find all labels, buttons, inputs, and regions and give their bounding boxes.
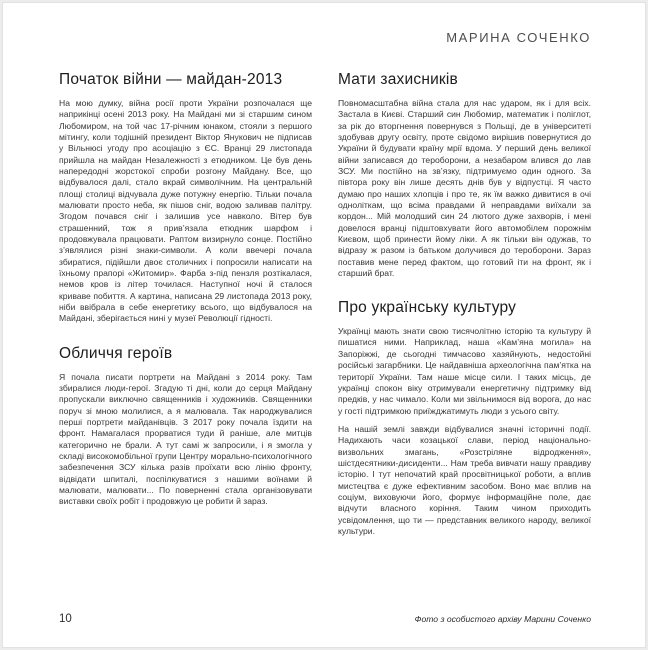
article-columns <box>59 71 591 603</box>
page-header <box>59 29 591 47</box>
section-war-beginning <box>59 71 312 325</box>
left-column <box>59 71 312 603</box>
section-ukrainian-culture <box>338 299 591 537</box>
section-paragraph: Повномасштабна війна стала для нас ударом, як і для всіх. Застала в Києві. Старший син Любомир, математик і поліглот, за рік до вторгнення повернувся з Польщі, де в університеті здобував другу освіту, проте свідомо вирішив повернутися до України й будувати країну мрії вдома. У перший день великої війни записався до тероборони, а незабаром влився до лав ЗСУ. Ми постійно на зв’язку, підтримуємо один одного. За півтора року він лише десять днів був у відпустці. Я часто думаю про наших хлопців і про те, як їм важко дивитися в очі одноліткам, що всіма правдами й неправдами виїхали за кордон... Мій молодший син 24 лютого дуже захворів, і мені довелося вранці підштовхувати його автомобілем порожнім Києвом, щоб принести йому ліки. А як тільки він одужав, то відразу ж разом із батьком долучився до тероборони. Зараз поставив мене перед фактом, що готовий іти на фронт, як і старший брат. <box>338 97 591 278</box>
section-paragraph: Я почала писати портрети на Майдані з 2014 року. Там збиралися люди-герої. Згадую ті дні, коли до серця Майдану пропускали виключно священників і художників. Священники поруч зі мною молилися, а я малювала. Так народжувалися перші портрети майданівців. З 2017 року почала їздити на фронт. Намагалася прорватися туди й раніше, але митців категорично не брали. А тут самі ж запросили, і я змогла у складі високомобільної групи Центру морально-психологічного забезпечення ЗСУ кілька разів проїхати всю лінію фронту, відвідати шпиталі, поспілкуватися з нашими воїнами й малювати, малювати... По поверненні стала організовувати виставки своїх робіт і продовжую це робити й зараз. <box>59 371 312 507</box>
section-paragraph: На мою думку, війна росії проти України розпочалася ще наприкінці осені 2013 року. На Майдані ми зі старшим сином Любомиром, на той час 17-річним юнаком, стояли з першого мітингу, коли тодішній президент Віктор Янукович не підписав у Вільнюсі угоду про асоціацію з ЄС. Вранці 29 листопада прийшла на майдан Незалежності з етюдником. Це був день напередодні жорстокої спроби розгону Майдану. Все, що відбувалося далі, стало вкрай символічним. На центральній площі столиці відчувала дуже потужну енергію. Тільки почала малювати просто неба, як пішов сніг, водою заливав палітру. Згодом почався сніг і залишив усе навколо. Вітер був страшенний, тож я прив’язала етюдник шарфом і продовжувала працювати. Раптом визирнуло сонце. Постійно з’являлися різні знаки-символи. А коли ввечері почала збиратися, підійшли двоє столичних і попросили написати на їхньому прапорі «Житомир». Фарба з-під пензля розтікалася, немов кров із літер точилася. Наступної ночі й сталося криваве побиття. А картина, написана 29 листопада 2013 року, ніби ввібрала в себе енергетику всього, що відбувалося на Майдані, зберігається нині у музеї Революції гідності. <box>59 97 312 324</box>
section-heroes-faces <box>59 345 312 508</box>
section-title: Про українську культуру <box>338 299 517 317</box>
author-name: МАРИНА СОЧЕНКО <box>446 30 591 45</box>
section-paragraph: Українці мають знати свою тисячолітню історію та культуру й пишатися ними. Наприклад, наша «Кам’яна могила» на Запоріжжі, де сьогодні тимчасово хазяйнують, недостойні російські загарбники. Це найдавніша археологічна пам’ятка на території України. Там наше місце сили. І таких місць, де українці спокон віку отримували енергетичну підтримку від предків, у нас чимало. Коли ми звільнимося від ворога, до нас у гості підтримкою приїжджатимуть люди з усього світу. <box>338 326 591 416</box>
section-title: Обличчя героїв <box>59 344 173 362</box>
section-paragraph: На нашій землі завжди відбувалися значні історичні події. Надихають часи козацької слави, період національно-визвольних змагань, «Розстріляне відродження», шістдесятники-дисиденти... Нам треба вивчати нашу правдиву історію. І тут непочатий край просвітницької роботи, а вплив мистецтва є дуже ефективним засобом. Воно має вплив на соціум, виховуючи його, формує інформаційне поле, дає відчути власного коріння. Таким чином приходить усвідомлення, що ти — представник великого народу, великої культури. <box>338 423 591 536</box>
magazine-page <box>2 2 646 648</box>
page-number: 10 <box>59 613 72 625</box>
section-title: Мати захисників <box>338 71 458 88</box>
page-footer <box>59 613 591 625</box>
section-mother-of-defenders <box>338 71 591 279</box>
photo-credit: Фото з особистого архіву Марини Соченко <box>414 614 591 624</box>
right-column <box>338 71 591 603</box>
section-title: Початок війни — майдан-2013 <box>59 71 283 88</box>
